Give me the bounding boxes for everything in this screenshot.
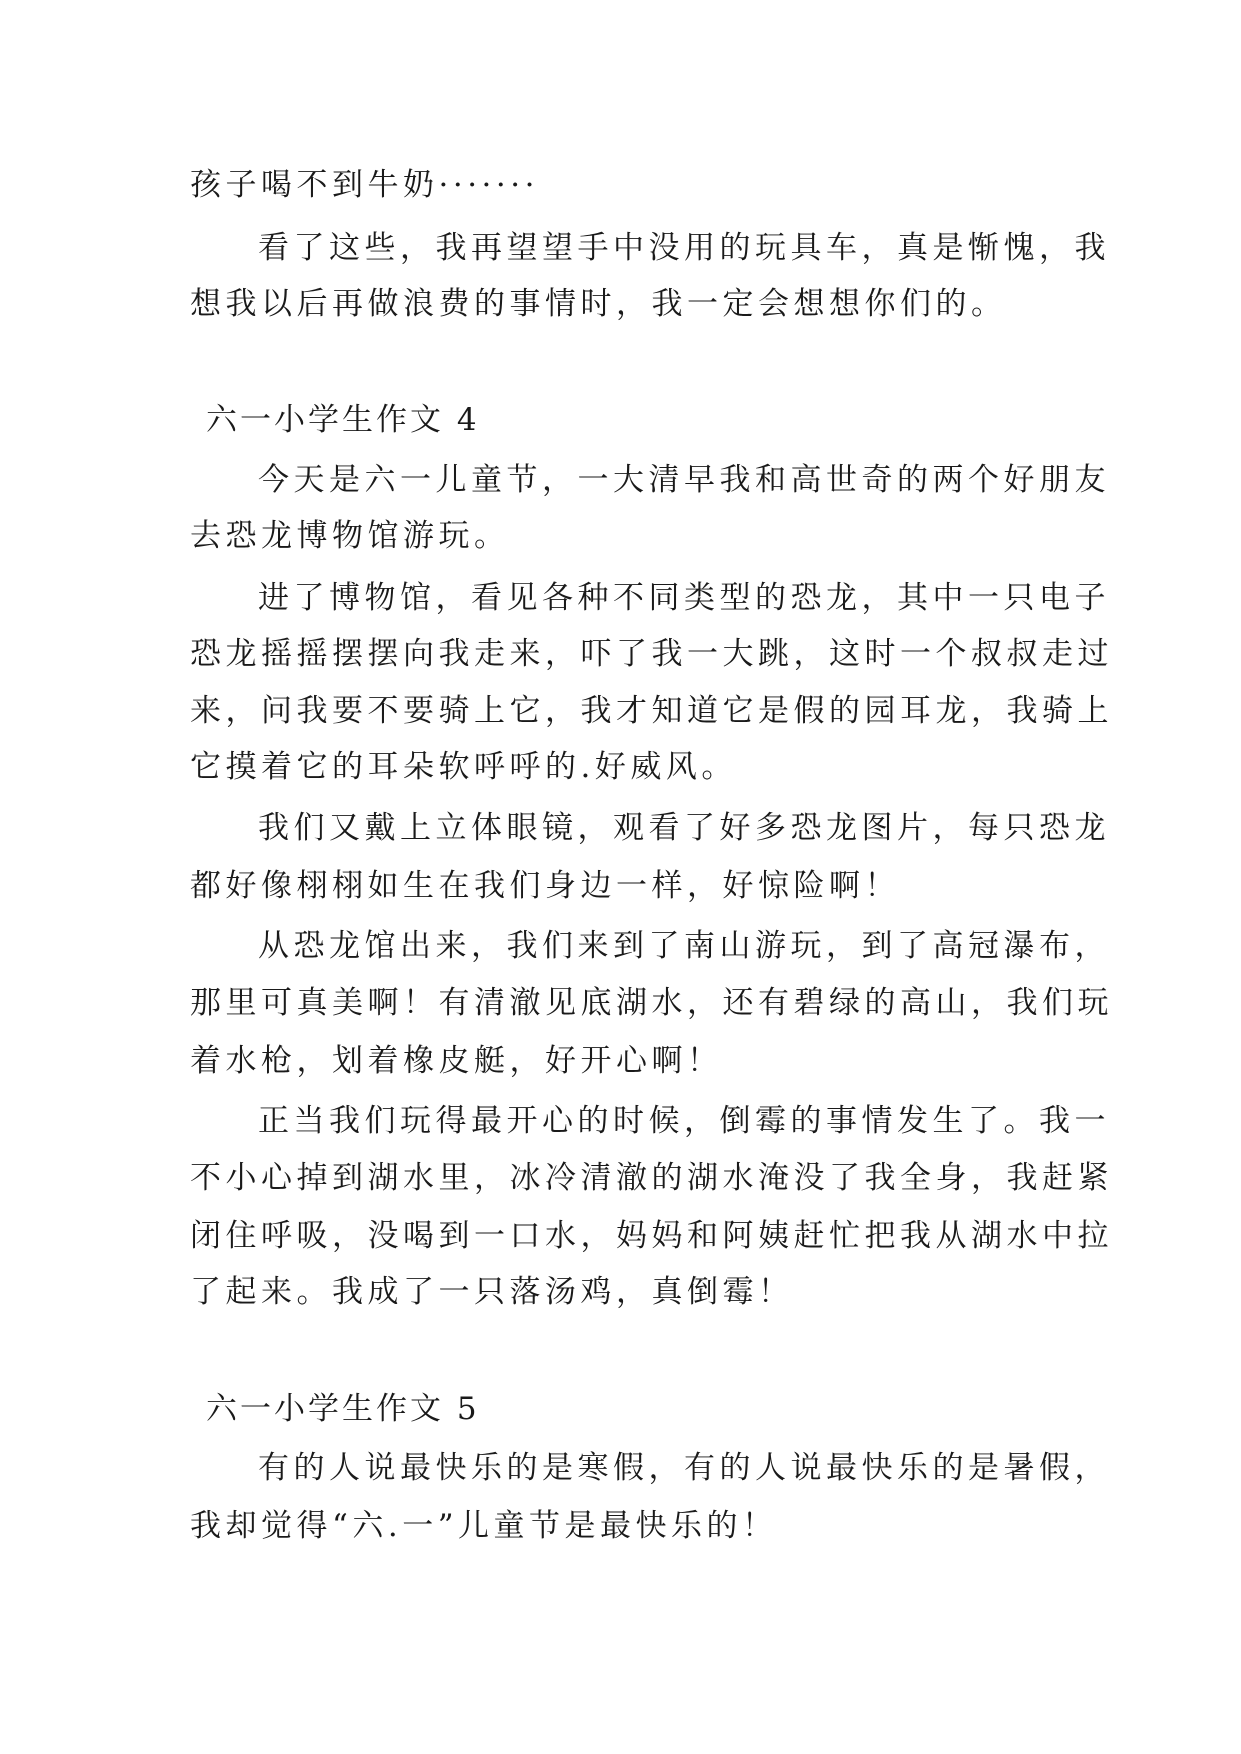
- paragraph-line: 孩子喝不到牛奶·······: [190, 167, 539, 203]
- paragraph-line: 来，问我要不要骑上它，我才知道它是假的园耳龙，我骑上: [190, 693, 1113, 729]
- paragraph-line: 我们又戴上立体眼镜，观看了好多恐龙图片，每只恐龙: [258, 810, 1110, 846]
- section-title: 六一小学生作文 5: [206, 1391, 480, 1427]
- paragraph-line: 有的人说最快乐的是寒假，有的人说最快乐的是暑假，: [258, 1450, 1110, 1486]
- paragraph-line: 从恐龙馆出来，我们来到了南山游玩，到了高冠瀑布，: [258, 928, 1110, 964]
- paragraph-line: 着水枪，划着橡皮艇，好开心啊！: [190, 1043, 723, 1079]
- section-title: 六一小学生作文 4: [206, 402, 480, 438]
- paragraph-line: 不小心掉到湖水里，冰冷清澈的湖水淹没了我全身，我赶紧: [190, 1160, 1113, 1196]
- paragraph-line: 那里可真美啊！有清澈见底湖水，还有碧绿的高山，我们玩: [190, 985, 1113, 1021]
- paragraph-line: 闭住呼吸，没喝到一口水，妈妈和阿姨赶忙把我从湖水中拉: [190, 1218, 1113, 1254]
- paragraph-line: 进了博物馆，看见各种不同类型的恐龙，其中一只电子: [258, 580, 1110, 616]
- paragraph-line: 恐龙摇摇摆摆向我走来，吓了我一大跳，这时一个叔叔走过: [190, 636, 1113, 672]
- paragraph-line: 看了这些，我再望望手中没用的玩具车，真是惭愧，我: [258, 230, 1110, 266]
- paragraph-line: 今天是六一儿童节，一大清早我和高世奇的两个好朋友: [258, 462, 1110, 498]
- paragraph-line: 正当我们玩得最开心的时候，倒霉的事情发生了。我一: [258, 1103, 1110, 1139]
- paragraph-line: 我却觉得“六.一”儿童节是最快乐的！: [190, 1508, 778, 1544]
- paragraph-line: 它摸着它的耳朵软呼呼的.好威风。: [190, 749, 737, 785]
- paragraph-line: 了起来。我成了一只落汤鸡，真倒霉！: [190, 1274, 794, 1310]
- paragraph-line: 去恐龙博物馆游玩。: [190, 518, 510, 554]
- paragraph-line: 想我以后再做浪费的事情时，我一定会想想你们的。: [190, 286, 1007, 322]
- paragraph-line: 都好像栩栩如生在我们身边一样，好惊险啊！: [190, 868, 900, 904]
